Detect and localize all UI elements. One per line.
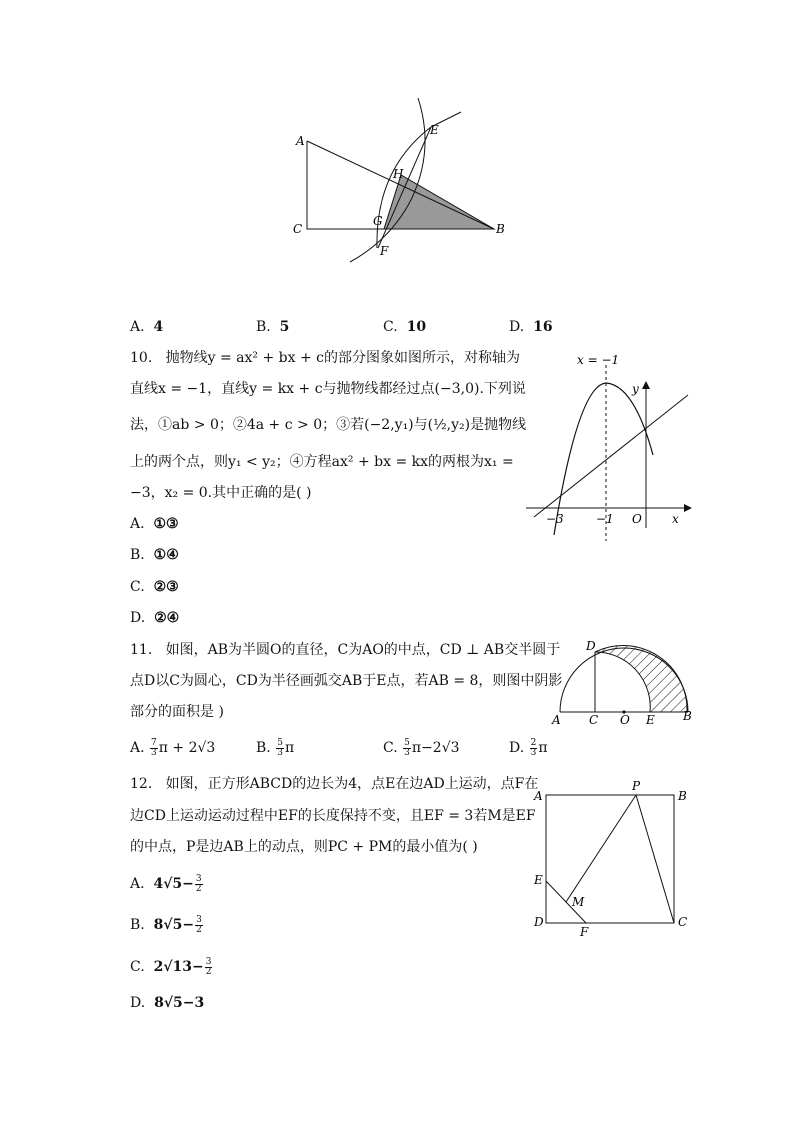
q12-line-1: 12. 如图，正方形ABCD的边长为4，点E在边AD上运动，点F在 (130, 776, 539, 792)
q12-label-p: P (632, 779, 641, 793)
q9-option-d[interactable]: D. 16 (509, 319, 553, 335)
q10-line-5: −3，x₂ = 0.其中正确的是( ) (130, 485, 312, 501)
q11-line-1: 11. 如图，AB为半圆O的直径，C为AO的中点，CD ⊥ AB交半圆于 (130, 642, 561, 658)
q12-option-b[interactable]: B. 8√5− $\frac{3}{2}$ (130, 914, 202, 935)
q9-option-a[interactable]: A. 4 (130, 319, 164, 335)
q9-label-b: B (496, 222, 505, 236)
q10-option-b[interactable]: B. ①④ (130, 547, 179, 563)
q9-option-b[interactable]: B. 5 (256, 319, 290, 335)
q12-label-f: F (580, 925, 589, 938)
q12-label-m: M (572, 895, 585, 909)
q9-arc-1 (350, 98, 425, 262)
q12-label-b: B (678, 789, 687, 803)
q12-line-3: 的中点，P是边AB上的动点，则PC + PM的最小值为( ) (130, 839, 478, 855)
q9-label-h: H (393, 167, 404, 181)
q12-label-c: C (678, 915, 688, 929)
q11-option-c[interactable]: C. $\frac{5}{3}$ π−2√3 (383, 737, 460, 758)
q11-label-o: O (620, 713, 630, 727)
q9-label-c: C (293, 222, 303, 236)
q11-option-d[interactable]: D. $\frac{2}{3}$ π (509, 737, 548, 758)
q9-label-e: E (430, 123, 439, 137)
q10-x-arrow (684, 504, 692, 512)
q10-label-m3: −3 (546, 512, 564, 526)
q11-shaded-region (595, 646, 687, 712)
q12-figure (528, 778, 694, 938)
q12-label-e: E (534, 873, 543, 887)
q12-option-d[interactable]: D. 8√5−3 (130, 995, 205, 1011)
q10-line-3: 法，①ab > 0；②4a + c > 0；③若(−2,y₁)与(½,y₂)是抛物线 (130, 417, 527, 433)
q12-segment-pc (636, 795, 674, 923)
q12-label-d: D (534, 915, 544, 929)
q10-y-arrow (642, 381, 650, 389)
q10-label-x: x (672, 512, 679, 526)
q10-line (534, 395, 688, 517)
q11-label-e: E (646, 713, 655, 727)
q9-label-a: A (296, 134, 305, 148)
q11-label-a: A (552, 713, 561, 727)
q11-line-2: 点D以C为圆心，CD为半径画弧交AB于E点，若AB = 8，则图中阴影 (130, 673, 563, 689)
q9-label-f: F (380, 244, 389, 258)
q12-option-c[interactable]: C. 2√13− $\frac{3}{2}$ (130, 956, 212, 977)
q11-label-c: C (589, 713, 599, 727)
q10-option-d[interactable]: D. ②④ (130, 610, 180, 626)
q11-label-b: B (683, 709, 692, 723)
q11-option-b[interactable]: B. $\frac{5}{3}$ π (256, 737, 295, 758)
q11-line-3: 部分的面积是 ) (130, 704, 224, 720)
q10-label-y: y (632, 382, 639, 396)
q9-option-c[interactable]: C. 10 (383, 319, 427, 335)
q12-segment-pm (566, 795, 636, 902)
q10-line-4: 上的两个点，则y₁ < y₂；④方程ax² + bx = kx的两根为x₁ = (130, 454, 514, 470)
q10-figure (522, 345, 694, 545)
q10-option-c[interactable]: C. ②③ (130, 579, 179, 595)
q12-line-2: 边CD上运动运动过程中EF的长度保持不变，且EF = 3若M是EF (130, 808, 536, 824)
q10-label-axis: x = −1 (577, 353, 620, 367)
q9-label-g: G (373, 214, 383, 228)
q12-label-a: A (534, 789, 543, 803)
q10-label-o: O (632, 512, 642, 526)
q12-option-a[interactable]: A. 4√5− $\frac{3}{2}$ (130, 873, 202, 894)
q10-line-2: 直线x = −1，直线y = kx + c与抛物线都经过点(−3,0).下列说 (130, 381, 526, 397)
q11-option-a[interactable]: A. $\frac{7}{3}$ π + 2√3 (130, 737, 216, 758)
q11-figure (548, 636, 698, 728)
q9-figure (285, 90, 515, 275)
q11-label-d: D (586, 639, 596, 653)
q10-line-1: 10. 抛物线y = ax² + bx + c的部分图象如图所示，对称轴为 (130, 350, 520, 366)
q10-option-a[interactable]: A. ①③ (130, 516, 179, 532)
q10-label-m1: −1 (596, 512, 614, 526)
